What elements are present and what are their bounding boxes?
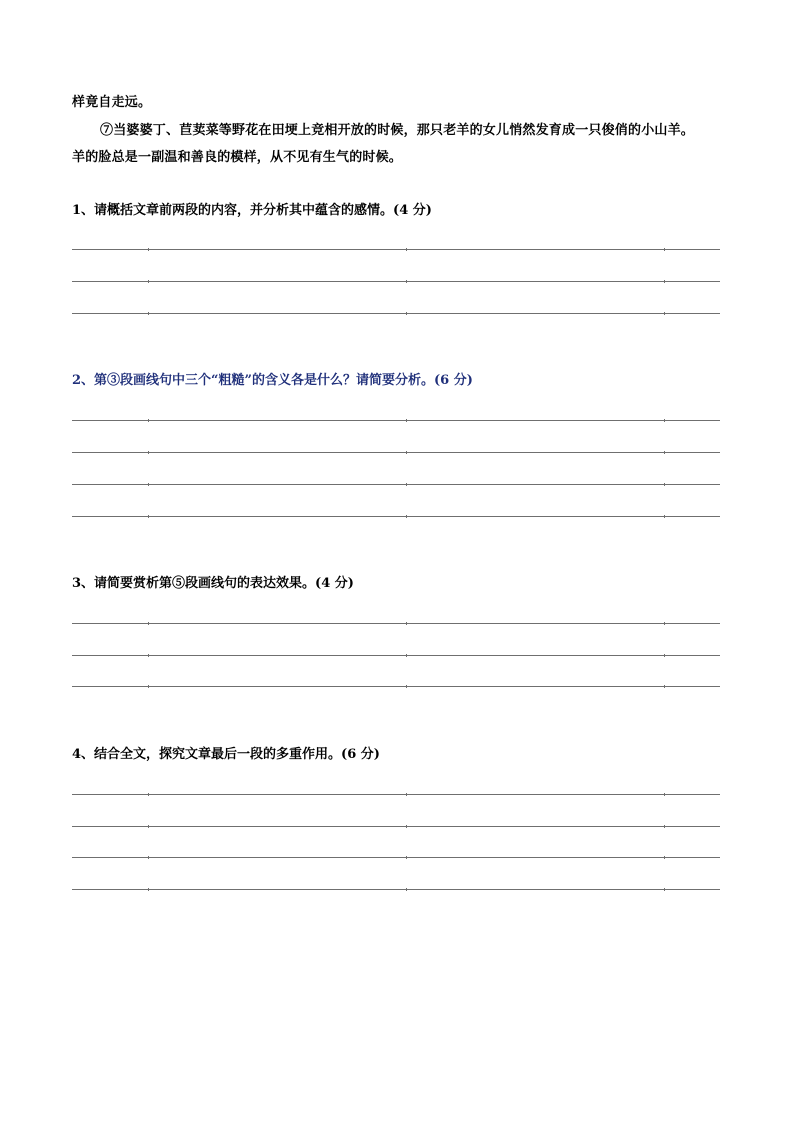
answer-line[interactable] <box>72 452 720 453</box>
answer-line[interactable] <box>72 313 720 314</box>
answer-line[interactable] <box>72 249 720 250</box>
answer-line[interactable] <box>72 794 720 795</box>
answer-line[interactable] <box>72 281 720 282</box>
answer-line[interactable] <box>72 686 720 687</box>
answer-line[interactable] <box>72 420 720 421</box>
question-2: 2、第③段画线句中三个“粗糙”的含义各是什么？请简要分析。(6 分) <box>72 373 473 388</box>
answer-line[interactable] <box>72 857 720 858</box>
answer-line[interactable] <box>72 655 720 656</box>
answer-line[interactable] <box>72 484 720 485</box>
question-3: 3、请简要赏析第⑤段画线句的表达效果。(4 分) <box>72 576 354 591</box>
answer-line[interactable] <box>72 623 720 624</box>
passage-line-3: 羊的脸总是一副温和善良的模样，从不见有生气的时候。 <box>72 150 403 165</box>
passage-line-2: ⑦当婆婆丁、苣荬菜等野花在田埂上竞相开放的时候，那只老羊的女儿悄然发育成一只俊俏的小山羊。 <box>100 123 695 138</box>
question-1: 1、请概括文章前两段的内容，并分析其中蕴含的感情。(4 分) <box>72 203 432 218</box>
question-4: 4、结合全文，探究文章最后一段的多重作用。(6 分) <box>72 747 380 762</box>
answer-line[interactable] <box>72 826 720 827</box>
answer-line[interactable] <box>72 516 720 517</box>
answer-line[interactable] <box>72 889 720 890</box>
passage-line-1: 样竟自走远。 <box>72 95 152 110</box>
